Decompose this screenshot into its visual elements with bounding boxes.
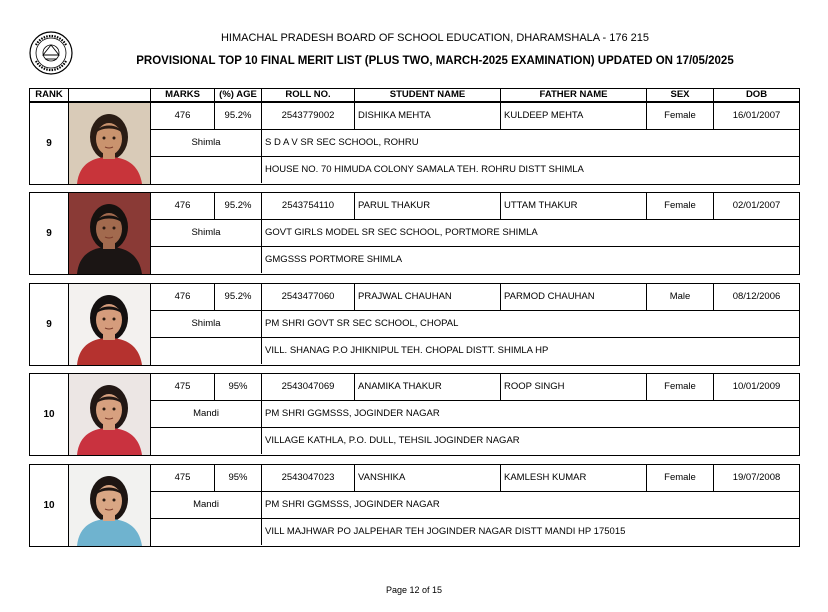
sex-cell: Female — [647, 103, 714, 130]
district-cell: Mandi — [151, 492, 262, 519]
blank-cell — [151, 247, 262, 273]
student-photo — [69, 103, 151, 184]
dob-cell: 02/01/2007 — [714, 193, 799, 220]
student-photo — [69, 284, 151, 365]
district-cell: Shimla — [151, 311, 262, 338]
roll-no-cell: 2543477060 — [262, 284, 355, 311]
marks-cell: 476 — [151, 193, 215, 220]
col-roll: ROLL NO. — [262, 89, 355, 101]
student-name-cell: PRAJWAL CHAUHAN — [355, 284, 501, 311]
col-dob: DOB — [745, 89, 768, 100]
dob-cell: 10/01/2009 — [714, 374, 799, 401]
address-cell: GMGSSS PORTMORE SHIMLA — [265, 254, 403, 265]
blank-cell — [151, 157, 262, 183]
school-name-cell: GOVT GIRLS MODEL SR SEC SCHOOL, PORTMORE SHIMLA — [262, 220, 799, 247]
father-name-cell: KULDEEP MEHTA — [501, 103, 647, 130]
blank-cell — [151, 519, 262, 545]
father-name-cell: KAMLESH KUMAR — [501, 465, 647, 492]
percent-cell: 95.2% — [215, 193, 262, 220]
student-name-cell: ANAMIKA THAKUR — [355, 374, 501, 401]
col-marks: MARKS — [151, 89, 215, 101]
sex-cell: Female — [647, 193, 714, 220]
marks-cell: 476 — [151, 103, 215, 130]
merit-record — [29, 192, 800, 275]
percent-cell: 95.2% — [215, 103, 262, 130]
col-student-name: STUDENT NAME — [355, 89, 501, 101]
dob-cell: 19/07/2008 — [714, 465, 799, 492]
district-cell: Mandi — [151, 401, 262, 428]
student-name-cell: VANSHIKA — [355, 465, 501, 492]
school-name-cell: PM SHRI GGMSSS, JOGINDER NAGAR — [262, 401, 799, 428]
percent-cell: 95% — [215, 465, 262, 492]
col-percent: (%) AGE — [215, 89, 262, 101]
roll-no-cell: 2543047069 — [262, 374, 355, 401]
student-photo — [69, 374, 151, 455]
student-photo — [69, 465, 151, 546]
merit-record — [29, 283, 800, 366]
rank-cell: 9 — [30, 284, 69, 365]
page-number: Page 12 of 15 — [385, 585, 443, 595]
sex-cell: Male — [647, 284, 714, 311]
student-name-cell: DISHIKA MEHTA — [355, 103, 501, 130]
column-header-row — [29, 88, 800, 102]
address-cell: VILL. SHANAG P.O JHIKNIPUL TEH. CHOPAL DISTT. SHIMLA HP — [265, 345, 549, 356]
district-cell: Shimla — [151, 130, 262, 157]
col-rank: RANK — [30, 89, 69, 101]
district-cell: Shimla — [151, 220, 262, 247]
board-name: HIMACHAL PRADESH BOARD OF SCHOOL EDUCATION, DHARAMSHALA - 176 215 — [220, 32, 650, 44]
percent-cell: 95.2% — [215, 284, 262, 311]
school-name-cell: PM SHRI GGMSSS, JOGINDER NAGAR — [262, 492, 799, 519]
rank-cell: 9 — [30, 103, 69, 184]
col-photo — [69, 89, 151, 101]
address-cell: VILL MAJHWAR PO JALPEHAR TEH JOGINDER NAGAR DISTT MANDI HP 175015 — [265, 526, 626, 537]
dob-cell: 08/12/2006 — [714, 284, 799, 311]
address-cell: HOUSE NO. 70 HIMUDA COLONY SAMALA TEH. ROHRU DISTT SHIMLA — [265, 164, 584, 175]
dob-cell: 16/01/2007 — [714, 103, 799, 130]
student-name-cell: PARUL THAKUR — [355, 193, 501, 220]
roll-no-cell: 2543047023 — [262, 465, 355, 492]
marks-cell: 475 — [151, 465, 215, 492]
col-sex: SEX — [647, 89, 714, 101]
marks-cell: 475 — [151, 374, 215, 401]
roll-no-cell: 2543754110 — [262, 193, 355, 220]
father-name-cell: PARMOD CHAUHAN — [501, 284, 647, 311]
page-title: PROVISIONAL TOP 10 FINAL MERIT LIST (PLUS TWO, MARCH-2025 EXAMINATION) UPDATED ON 17/05/2025 — [136, 55, 734, 67]
merit-record — [29, 373, 800, 456]
blank-cell — [151, 428, 262, 454]
address-cell: VILLAGE KATHLA, P.O. DULL, TEHSIL JOGINDER NAGAR — [265, 435, 520, 446]
percent-cell: 95% — [215, 374, 262, 401]
father-name-cell: UTTAM THAKUR — [501, 193, 647, 220]
col-father-name: FATHER NAME — [501, 89, 647, 101]
blank-cell — [151, 338, 262, 364]
merit-record — [29, 464, 800, 547]
rank-cell: 9 — [30, 193, 69, 274]
school-name-cell: S D A V SR SEC SCHOOL, ROHRU — [262, 130, 799, 157]
marks-cell: 476 — [151, 284, 215, 311]
merit-record — [29, 102, 800, 185]
school-name-cell: PM SHRI GOVT SR SEC SCHOOL, CHOPAL — [262, 311, 799, 338]
sex-cell: Female — [647, 374, 714, 401]
sex-cell: Female — [647, 465, 714, 492]
father-name-cell: ROOP SINGH — [501, 374, 647, 401]
rank-cell: 10 — [30, 374, 69, 455]
student-photo — [69, 193, 151, 274]
roll-no-cell: 2543779002 — [262, 103, 355, 130]
rank-cell: 10 — [30, 465, 69, 546]
